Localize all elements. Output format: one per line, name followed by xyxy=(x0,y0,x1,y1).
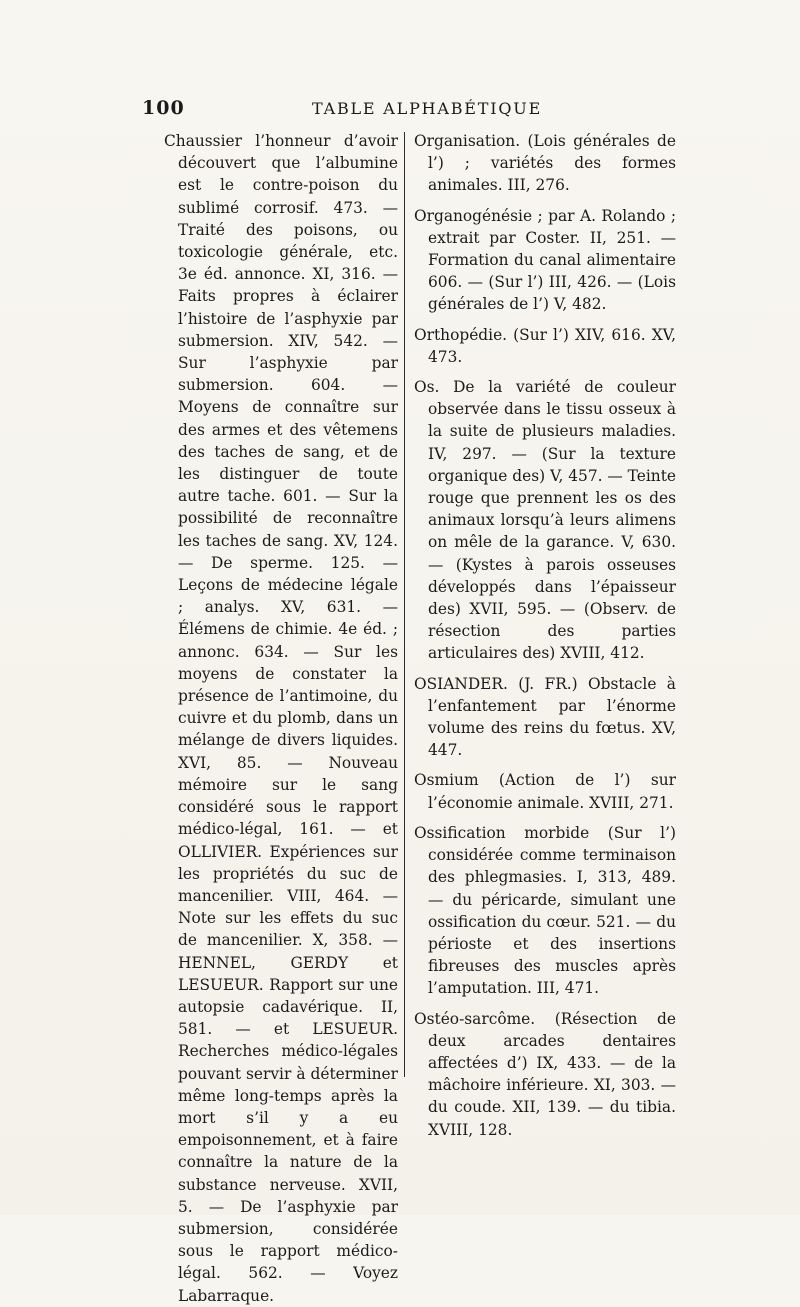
page-header xyxy=(142,97,672,121)
right-column xyxy=(414,130,676,1141)
index-entry: Ostéo-sarcôme. (Résection de deux arcades dentaires affectées d’) IX, 433. — de la mâchoire inférieure. XI, 303. — du coude. XII, 139. — du tibia. XVIII, 128. xyxy=(414,1009,676,1139)
left-column xyxy=(164,130,398,1307)
index-entry: Ossification morbide (Sur l’) considérée comme terminaison des phlegmasies. I, 313, 489. — du péricarde, simulant une ossification du cœur. 521. — du périoste et des insertions fibreuses des muscles après l’amputation. III, 471. xyxy=(414,823,676,998)
index-entry: Organisation. (Lois générales de l’) ; variétés des formes animales. III, 276. xyxy=(414,132,676,195)
index-entry: Organogénésie ; par A. Rolando ; extrait par Coster. II, 251. — Formation du canal alimentaire 606. — (Sur l’) III, 426. — (Lois générales de l’) V, 482. xyxy=(414,206,676,314)
index-entry: Osmium (Action de l’) sur l’économie animale. XVIII, 271. xyxy=(414,771,676,812)
index-entry: OSIANDER. (J. FR.) Obstacle à l’enfantement par l’énorme volume des reins du fœtus. XV, 447. xyxy=(414,674,676,760)
page-number: 100 xyxy=(142,97,185,119)
index-entry: Chaussier l’honneur d’avoir découvert que l’albumine est le contre-poison du sublimé corrosif. 473. — Traité des poisons, ou toxicologie générale, etc. 3e éd. annonce. XI, 316. — Faits propres à éclairer l’histoire de l’asphyxie par submersion. XIV, 542. — Sur l’asphyxie par submersion. 604. — Moyens de connaître sur des armes et des vêtemens des taches de sang, et de les distinguer de toute autre tache. 601. — Sur la possibilité de reconnaître les taches de sang. XV, 124. — De sperme. 125. — Leçons de médecine légale ; analys. XV, 631. — Élémens de chimie. 4e éd. ; annonc. 634. — Sur les moyens de constater la présence de l’antimoine, du cuivre et du plomb, dans un mélange de divers liquides. XVI, 85. — Nouveau mémoire sur le sang considéré sous le rapport médico-légal, 161. — et OLLIVIER. Expériences sur les propriétés du suc de mancenilier. VIII, 464. — Note sur les effets du suc de mancenilier. X, 358. — HENNEL, GERDY et LESUEUR. Rapport sur une autopsie cadavérique. II, 581. — et LESUEUR. Recherches médico-légales pouvant servir à déterminer même long-temps après la mort s’il y a eu empoisonnement, et à faire connaître la nature de la substance nerveuse. XVII, 5. — De l’asphyxie par submersion, considérée sous le rapport médico-légal. 562. — Voyez Labarraque. xyxy=(164,132,398,1305)
running-head: TABLE ALPHABÉTIQUE xyxy=(312,99,543,118)
index-entry: Os. De la variété de couleur observée dans le tissu osseux à la suite de plusieurs maladies. IV, 297. — (Sur la texture organique des) V, 457. — Teinte rouge que prennent les os des animaux lorsqu’à leurs alimens on mêle de la garance. V, 630. — (Kystes à parois osseuses développés dans l’épaisseur des) XVII, 595. — (Observ. de résection des parties articulaires des) XVIII, 412. xyxy=(414,378,676,663)
column-divider xyxy=(404,132,405,1077)
index-entry: Orthopédie. (Sur l’) XIV, 616. XV, 473. xyxy=(414,325,676,366)
